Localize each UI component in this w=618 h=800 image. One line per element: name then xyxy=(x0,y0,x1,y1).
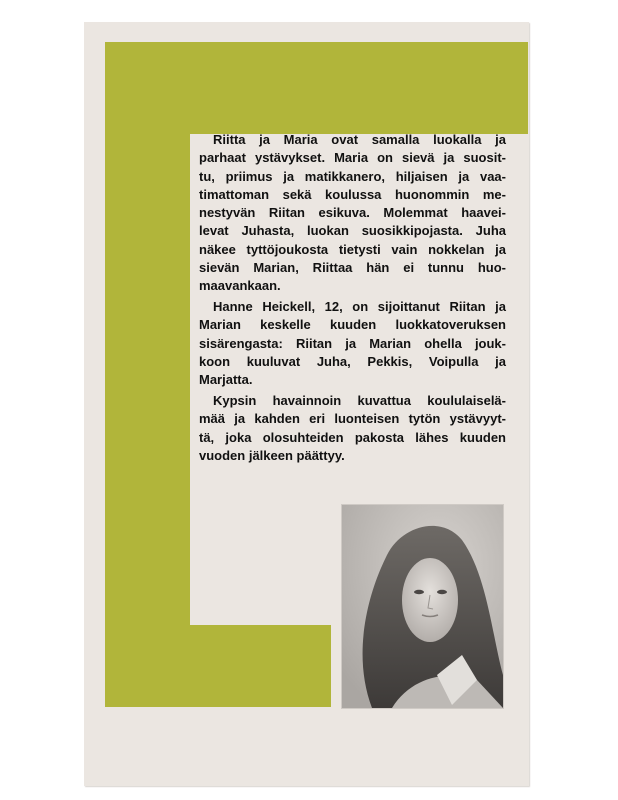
blurb-line: Marjatta. xyxy=(199,372,253,388)
blurb-line: Marian keskelle kuuden luokkatoveruksen xyxy=(199,317,506,333)
blurb-line: levat Juhasta, luokan suosikkipojasta. Juha xyxy=(199,223,506,239)
blurb-paragraph xyxy=(199,131,506,296)
blurb-line: Hanne Heickell, 12, on sijoittanut Riitan ja xyxy=(213,299,506,315)
blurb-line: sisärengasta: Riitan ja Marian ohella jouk- xyxy=(199,335,506,351)
blurb-line: sievän Marian, Riittaa hän ei tunnu huo- xyxy=(199,260,506,276)
author-photo xyxy=(341,504,504,709)
blurb-line: parhaat ystävykset. Maria on sievä ja suosit- xyxy=(199,150,506,166)
green-l-vertical-bar xyxy=(105,42,190,707)
blurb-line: tä, joka olosuhteiden pakosta lähes kuuden xyxy=(199,429,506,445)
blurb-paragraph xyxy=(199,298,506,389)
blurb-line: Riitta ja Maria ovat samalla luokalla ja xyxy=(213,132,506,147)
blurb-line: nestyvän Riitan esikuva. Molemmat haavei- xyxy=(199,205,506,221)
blurb-paragraph xyxy=(199,392,506,465)
green-l-foot xyxy=(105,625,331,707)
blurb-line: timattoman sekä koulussa huonommin me- xyxy=(199,186,506,202)
book-back-cover xyxy=(84,22,529,786)
blurb-line: maavankaan. xyxy=(199,278,281,294)
blurb-line: näkee tyttöjoukosta tietysti vain nokkelan ja xyxy=(199,241,506,257)
portrait-image xyxy=(342,505,503,708)
blurb-line: mää ja kahden eri luonteisen tytön ystävyyt- xyxy=(199,411,506,427)
blurb-text xyxy=(199,131,506,468)
blurb-line: vuoden jälkeen päättyy. xyxy=(199,448,345,464)
blurb-line: tu, priimus ja matikkanero, hiljaisen ja vaa- xyxy=(199,168,506,184)
blurb-line: koon kuuluvat Juha, Pekkis, Voipulla ja xyxy=(199,354,506,370)
blurb-line: Kypsin havainnoin kuvattua koululaiselä- xyxy=(213,393,506,409)
